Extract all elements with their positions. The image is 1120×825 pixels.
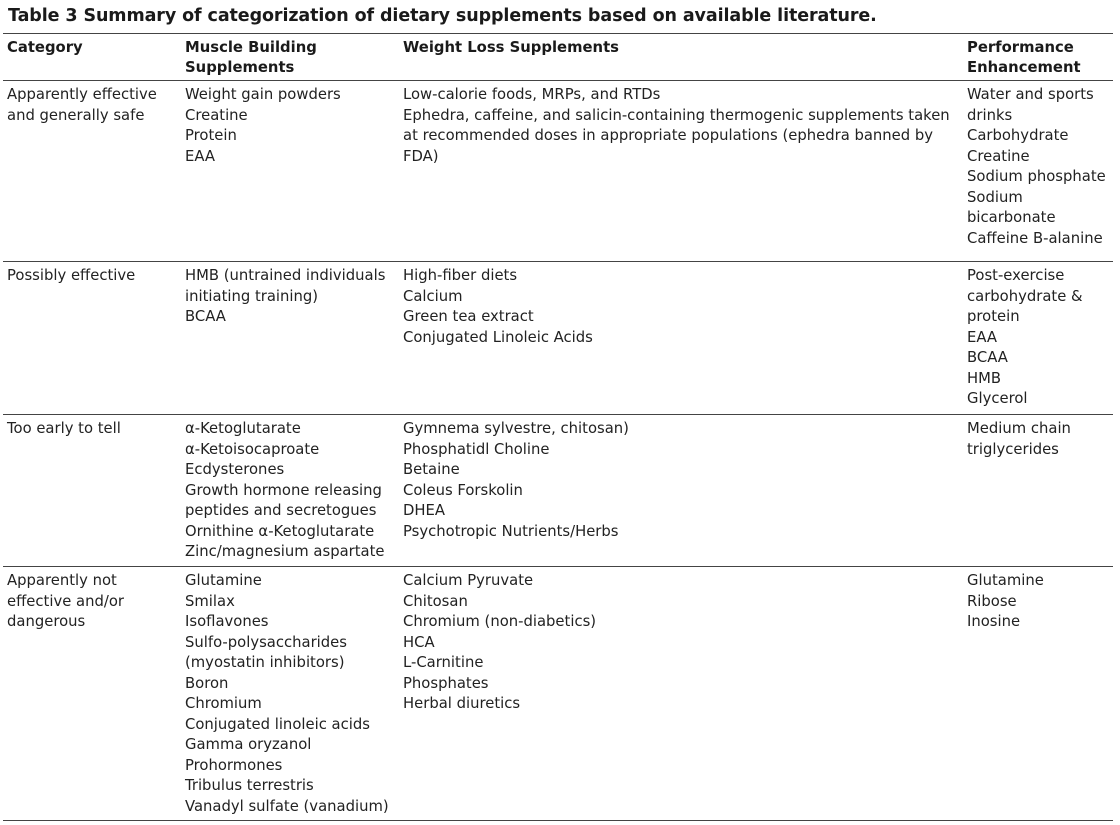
performance-cell [963, 81, 1113, 262]
header-perf-line1: Performance [967, 39, 1074, 56]
weight-loss-cell [399, 567, 963, 821]
cell-line: Isoflavones [185, 613, 269, 630]
cell-line: High-fiber diets [403, 267, 518, 284]
cell-line: HMB (untrained individuals [185, 267, 386, 284]
cell-line: Ecdysterones [185, 461, 285, 478]
performance-cell [963, 262, 1113, 415]
cell-line: Protein [185, 127, 237, 144]
muscle-building-cell [181, 262, 399, 415]
table-title: Table 3 Summary of categorization of dietary supplements based on available literature. [8, 6, 877, 26]
header-muscle-building [181, 34, 399, 81]
cell-line: Creatine [185, 106, 248, 124]
cell-line: initiating training) [185, 287, 319, 305]
header-perf-line2: Enhancement [967, 59, 1081, 76]
cell-line: Vanadyl sulfate (vanadium) [185, 797, 389, 815]
cell-line: effective and/or [7, 592, 124, 610]
cell-line: Chromium [185, 695, 262, 712]
cell-line: Gamma oryzanol [185, 736, 312, 753]
cell-line: HCA [403, 633, 435, 651]
cell-line: Prohormones [185, 756, 283, 774]
cell-line: Apparently effective [7, 86, 157, 103]
cell-line: Smilax [185, 592, 235, 610]
category-cell [3, 567, 181, 821]
cell-line: carbohydrate & [967, 287, 1083, 305]
cell-line: Sodium [967, 188, 1023, 206]
cell-line: (myostatin inhibitors) [185, 654, 345, 671]
table-header [3, 34, 1113, 81]
cell-line: Calcium [403, 287, 463, 305]
cell-line: Ornithine α-Ketoglutarate [185, 522, 375, 540]
cell-line: Chitosan [403, 592, 468, 610]
cell-line: Herbal diuretics [403, 695, 521, 712]
cell-line: and generally safe [7, 106, 145, 124]
cell-line: Zinc/magnesium aspartate [185, 543, 385, 560]
cell-line: Sodium phosphate [967, 168, 1106, 185]
cell-line: Ribose [967, 592, 1017, 610]
cell-line: Conjugated linoleic acids [185, 715, 370, 733]
header-category [3, 34, 181, 81]
supplement-table [3, 33, 1113, 821]
weight-loss-cell [399, 81, 963, 262]
cell-line: protein [967, 308, 1020, 325]
cell-line: Coleus Forskolin [403, 481, 523, 499]
cell-line: Boron [185, 674, 229, 692]
cell-line: Psychotropic Nutrients/Herbs [403, 522, 619, 540]
cell-line: Calcium Pyruvate [403, 572, 534, 589]
cell-line: Weight gain powders [185, 86, 341, 103]
performance-cell [963, 415, 1113, 567]
cell-line: L-Carnitine [403, 654, 484, 671]
cell-line: drinks [967, 106, 1013, 124]
table-body [3, 81, 1113, 821]
cell-line: BCAA [185, 308, 226, 325]
cell-line: Sulfo-polysaccharides [185, 633, 347, 651]
cell-line: Apparently not [7, 572, 117, 589]
cell-line: dangerous [7, 613, 86, 630]
cell-line: Ephedra, caffeine, and salicin-containing thermogenic supplements taken [403, 106, 950, 124]
weight-loss-cell [399, 262, 963, 415]
header-muscle-line2: Supplements [185, 59, 295, 76]
cell-line: Gymnema sylvestre, chitosan) [403, 420, 629, 437]
cell-line: Carbohydrate [967, 127, 1069, 144]
cell-line: bicarbonate [967, 209, 1056, 226]
cell-line: Caffeine B-alanine [967, 229, 1103, 247]
cell-line: DHEA [403, 502, 445, 519]
header-weight-loss [399, 34, 963, 81]
cell-line: Glycerol [967, 390, 1028, 407]
cell-line: triglycerides [967, 440, 1059, 458]
cell-line: Too early to tell [7, 420, 121, 437]
header-weight-label: Weight Loss Supplements [403, 39, 619, 56]
category-cell [3, 262, 181, 415]
cell-line: Green tea extract [403, 308, 534, 325]
cell-line: peptides and secretogues [185, 502, 377, 519]
weight-loss-cell [399, 415, 963, 567]
cell-line: Tribulus terrestris [185, 777, 314, 794]
performance-cell [963, 567, 1113, 821]
cell-line: Chromium (non-diabetics) [403, 613, 597, 630]
header-muscle-line1: Muscle Building [185, 39, 317, 56]
cell-line: Low-calorie foods, MRPs, and RTDs [403, 86, 661, 103]
cell-line: Glutamine [967, 572, 1044, 589]
category-cell [3, 81, 181, 262]
cell-line: FDA) [403, 147, 439, 165]
muscle-building-cell [181, 567, 399, 821]
cell-line: α-Ketoisocaproate [185, 440, 320, 458]
table-row [3, 262, 1113, 415]
muscle-building-cell [181, 81, 399, 262]
cell-line: α-Ketoglutarate [185, 420, 301, 437]
cell-line: Medium chain [967, 420, 1071, 437]
cell-line: EAA [185, 147, 216, 165]
cell-line: Phosphates [403, 674, 489, 692]
table-row [3, 567, 1113, 821]
header-category-label: Category [7, 39, 83, 56]
cell-line: Conjugated Linoleic Acids [403, 328, 593, 346]
cell-line: Betaine [403, 461, 460, 478]
cell-line: Growth hormone releasing [185, 481, 382, 499]
cell-line: Post-exercise [967, 267, 1065, 284]
category-cell [3, 415, 181, 567]
cell-line: Phosphatidl Choline [403, 440, 550, 458]
cell-line: EAA [967, 328, 998, 346]
cell-line: Water and sports [967, 86, 1094, 103]
muscle-building-cell [181, 415, 399, 567]
cell-line: Possibly effective [7, 267, 136, 284]
cell-line: BCAA [967, 349, 1008, 366]
cell-line: Inosine [967, 613, 1021, 630]
cell-line: HMB [967, 369, 1002, 387]
cell-line: Glutamine [185, 572, 262, 589]
table-row [3, 81, 1113, 262]
cell-line: Creatine [967, 147, 1030, 165]
cell-line: at recommended doses in appropriate populations (ephedra banned by [403, 127, 934, 144]
table-row [3, 415, 1113, 567]
header-performance [963, 34, 1113, 81]
